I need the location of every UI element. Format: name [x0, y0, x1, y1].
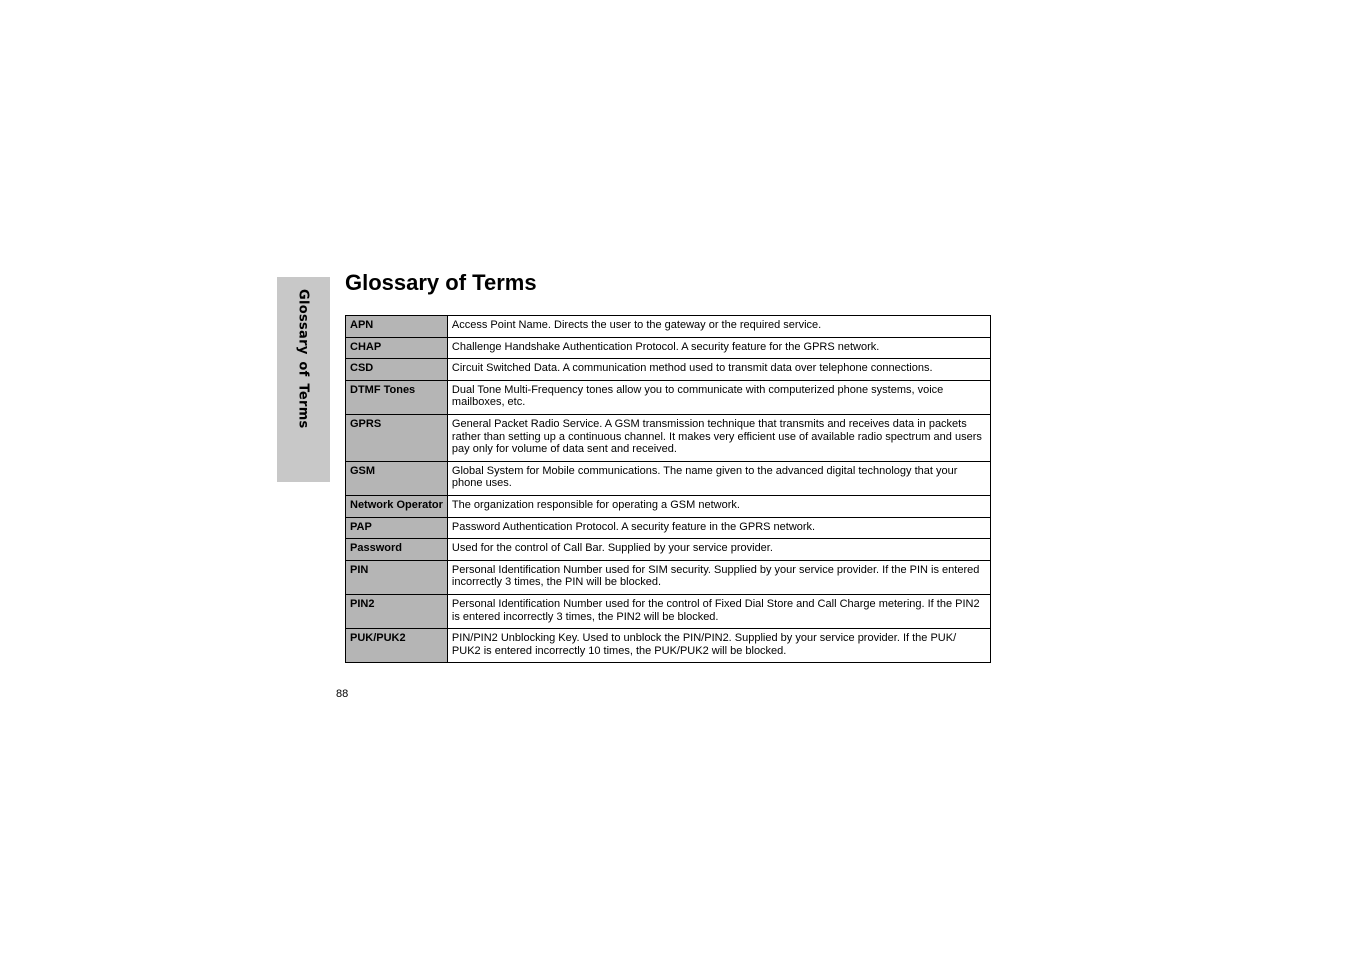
section-side-tab [277, 277, 330, 482]
glossary-definition: Personal Identification Number used for the control of Fixed Dial Store and Call Charge metering. If the PIN2 is entered incorrectly 3 times, the PIN2 will be blocked. [447, 594, 990, 628]
glossary-definition: The organization responsible for operating a GSM network. [447, 495, 990, 517]
glossary-row [346, 539, 991, 561]
glossary-term: CSD [346, 359, 448, 381]
glossary-definition: Dual Tone Multi-Frequency tones allow you to communicate with computerized phone systems, voice mailboxes, etc. [447, 380, 990, 414]
glossary-row [346, 316, 991, 338]
glossary-row [346, 517, 991, 539]
glossary-definition: Personal Identification Number used for SIM security. Supplied by your service provider. If the PIN is entered incorrectly 3 times, the PIN will be blocked. [447, 560, 990, 594]
glossary-definition: Used for the control of Call Bar. Supplied by your service provider. [447, 539, 990, 561]
glossary-term: Password [346, 539, 448, 561]
glossary-term: DTMF Tones [346, 380, 448, 414]
glossary-term: PUK/PUK2 [346, 629, 448, 663]
glossary-row [346, 414, 991, 461]
glossary-row [346, 337, 991, 359]
glossary-term: APN [346, 316, 448, 338]
glossary-row [346, 461, 991, 495]
glossary-term: GPRS [346, 414, 448, 461]
glossary-definition: Global System for Mobile communications. The name given to the advanced digital technology that your phone uses. [447, 461, 990, 495]
page-number: 88 [336, 688, 349, 700]
glossary-row [346, 594, 991, 628]
page-title: Glossary of Terms [345, 270, 537, 295]
glossary-term: PAP [346, 517, 448, 539]
glossary-definition: Circuit Switched Data. A communication method used to transmit data over telephone connections. [447, 359, 990, 381]
glossary-term: CHAP [346, 337, 448, 359]
glossary-row [346, 359, 991, 381]
glossary-definition: General Packet Radio Service. A GSM transmission technique that transmits and receives data in packets rather than setting up a continuous channel. It makes very efficient use of available radio spectrum and users pay only for volume of data sent and received. [447, 414, 990, 461]
glossary-row [346, 629, 991, 663]
glossary-term: PIN [346, 560, 448, 594]
glossary-term: GSM [346, 461, 448, 495]
glossary-term: Network Operator [346, 495, 448, 517]
side-tab-label: Glossary of Terms [295, 289, 311, 429]
glossary-definition: PIN/PIN2 Unblocking Key. Used to unblock the PIN/PIN2. Supplied by your service provider. If the PUK/ PUK2 is entered incorrectly 10 times, the PUK/PUK2 will be blocked. [447, 629, 990, 663]
glossary-row [346, 495, 991, 517]
glossary-row [346, 560, 991, 594]
glossary-definition: Password Authentication Protocol. A security feature in the GPRS network. [447, 517, 990, 539]
glossary-term: PIN2 [346, 594, 448, 628]
glossary-definition: Access Point Name. Directs the user to the gateway or the required service. [447, 316, 990, 338]
glossary-definition: Challenge Handshake Authentication Protocol. A security feature for the GPRS network. [447, 337, 990, 359]
glossary-table [345, 315, 991, 663]
glossary-table-body [346, 316, 991, 663]
glossary-row [346, 380, 991, 414]
